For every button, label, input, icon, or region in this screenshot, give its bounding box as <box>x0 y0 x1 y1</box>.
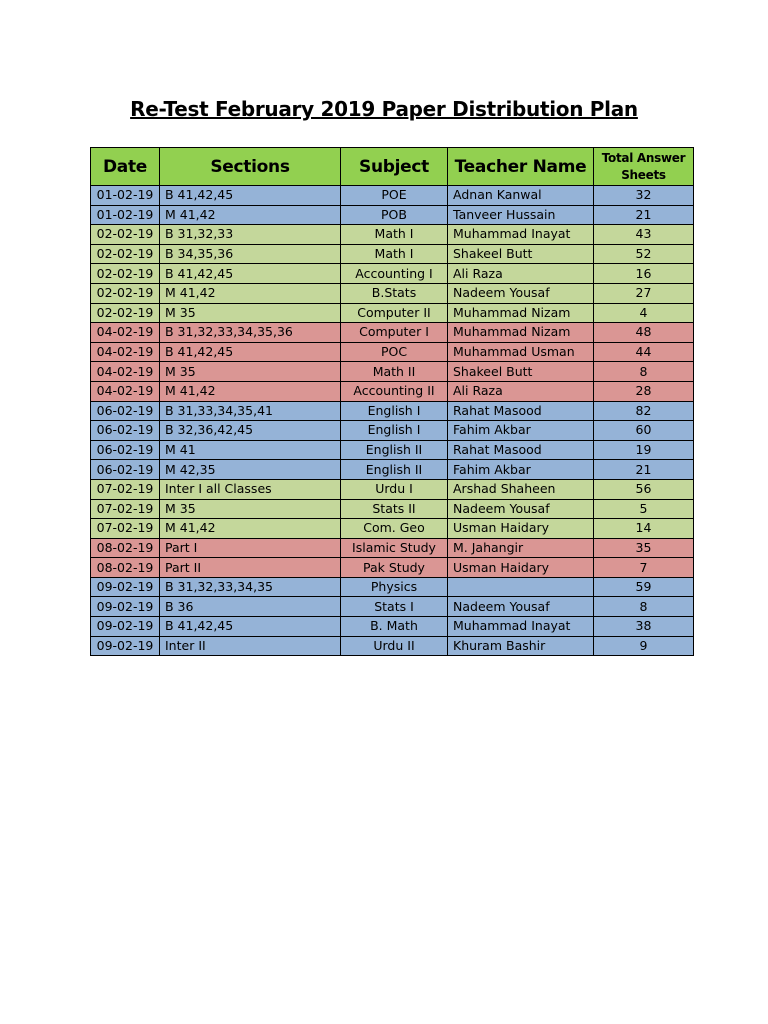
cell-teacher: Khuram Bashir <box>448 636 594 656</box>
cell-sheets: 5 <box>594 499 694 519</box>
cell-date: 06-02-19 <box>91 401 160 421</box>
cell-teacher: Fahim Akbar <box>448 460 594 480</box>
cell-teacher: Rahat Masood <box>448 401 594 421</box>
cell-sheets: 16 <box>594 264 694 284</box>
cell-subject: Accounting II <box>341 381 448 401</box>
cell-sections: Inter II <box>160 636 341 656</box>
cell-subject: English I <box>341 421 448 441</box>
cell-date: 04-02-19 <box>91 362 160 382</box>
table-row <box>91 264 694 284</box>
cell-teacher: Muhammad Nizam <box>448 323 594 343</box>
cell-sheets: 38 <box>594 617 694 637</box>
table-row <box>91 401 694 421</box>
cell-sheets: 27 <box>594 283 694 303</box>
cell-sections: M 35 <box>160 499 341 519</box>
table-row <box>91 205 694 225</box>
cell-teacher: Adnan Kanwal <box>448 186 594 206</box>
table-row <box>91 499 694 519</box>
table-row <box>91 636 694 656</box>
cell-subject: Islamic Study <box>341 538 448 558</box>
cell-subject: Math I <box>341 225 448 245</box>
cell-sheets: 35 <box>594 538 694 558</box>
cell-subject: English II <box>341 460 448 480</box>
cell-date: 06-02-19 <box>91 421 160 441</box>
table-body <box>91 186 694 656</box>
table-row <box>91 577 694 597</box>
cell-sections: Part I <box>160 538 341 558</box>
cell-teacher: Muhammad Usman <box>448 342 594 362</box>
cell-subject: Stats I <box>341 597 448 617</box>
cell-sections: B 41,42,45 <box>160 342 341 362</box>
cell-subject: B. Math <box>341 617 448 637</box>
cell-sheets: 8 <box>594 362 694 382</box>
cell-sections: B 31,32,33 <box>160 225 341 245</box>
header-subject: Subject <box>341 148 448 186</box>
cell-date: 08-02-19 <box>91 538 160 558</box>
cell-sections: B 36 <box>160 597 341 617</box>
cell-sheets: 82 <box>594 401 694 421</box>
cell-subject: Math II <box>341 362 448 382</box>
cell-sheets: 44 <box>594 342 694 362</box>
cell-date: 09-02-19 <box>91 577 160 597</box>
cell-teacher: Muhammad Nizam <box>448 303 594 323</box>
cell-subject: English II <box>341 440 448 460</box>
cell-teacher: Shakeel Butt <box>448 244 594 264</box>
cell-subject: Physics <box>341 577 448 597</box>
cell-date: 09-02-19 <box>91 617 160 637</box>
table-row <box>91 558 694 578</box>
cell-subject: Computer I <box>341 323 448 343</box>
cell-date: 09-02-19 <box>91 636 160 656</box>
cell-teacher: Ali Raza <box>448 381 594 401</box>
header-teacher-name: Teacher Name <box>448 148 594 186</box>
table-row <box>91 323 694 343</box>
cell-sheets: 21 <box>594 460 694 480</box>
cell-date: 02-02-19 <box>91 283 160 303</box>
table-row <box>91 186 694 206</box>
cell-subject: Pak Study <box>341 558 448 578</box>
table-row <box>91 597 694 617</box>
table-row <box>91 479 694 499</box>
cell-sections: M 41 <box>160 440 341 460</box>
table-row <box>91 342 694 362</box>
cell-sections: M 35 <box>160 362 341 382</box>
cell-date: 02-02-19 <box>91 303 160 323</box>
cell-sections: M 41,42 <box>160 381 341 401</box>
cell-sheets: 59 <box>594 577 694 597</box>
cell-date: 06-02-19 <box>91 460 160 480</box>
cell-sections: M 42,35 <box>160 460 341 480</box>
cell-sections: M 35 <box>160 303 341 323</box>
header-date: Date <box>91 148 160 186</box>
cell-teacher: Fahim Akbar <box>448 421 594 441</box>
table-header-row <box>91 148 694 186</box>
cell-sheets: 19 <box>594 440 694 460</box>
cell-teacher: Shakeel Butt <box>448 362 594 382</box>
cell-date: 07-02-19 <box>91 519 160 539</box>
cell-date: 07-02-19 <box>91 499 160 519</box>
cell-subject: Accounting I <box>341 264 448 284</box>
cell-teacher: Nadeem Yousaf <box>448 597 594 617</box>
header-total-answer-sheets: Total Answer Sheets <box>594 148 694 186</box>
cell-teacher: Usman Haidary <box>448 519 594 539</box>
cell-subject: English I <box>341 401 448 421</box>
table-row <box>91 381 694 401</box>
cell-subject: Math I <box>341 244 448 264</box>
cell-subject: Urdu I <box>341 479 448 499</box>
cell-subject: POE <box>341 186 448 206</box>
cell-teacher: Muhammad Inayat <box>448 225 594 245</box>
cell-date: 09-02-19 <box>91 597 160 617</box>
table-row <box>91 519 694 539</box>
cell-teacher: Nadeem Yousaf <box>448 283 594 303</box>
cell-date: 04-02-19 <box>91 381 160 401</box>
cell-date: 04-02-19 <box>91 342 160 362</box>
cell-sheets: 28 <box>594 381 694 401</box>
cell-sheets: 56 <box>594 479 694 499</box>
cell-subject: POC <box>341 342 448 362</box>
cell-teacher <box>448 577 594 597</box>
cell-sheets: 14 <box>594 519 694 539</box>
cell-sheets: 32 <box>594 186 694 206</box>
cell-subject: Computer II <box>341 303 448 323</box>
cell-date: 08-02-19 <box>91 558 160 578</box>
table-row <box>91 538 694 558</box>
table-row <box>91 283 694 303</box>
table-row <box>91 362 694 382</box>
cell-date: 01-02-19 <box>91 186 160 206</box>
cell-subject: Com. Geo <box>341 519 448 539</box>
cell-sections: B 32,36,42,45 <box>160 421 341 441</box>
cell-sheets: 52 <box>594 244 694 264</box>
cell-subject: B.Stats <box>341 283 448 303</box>
cell-sheets: 48 <box>594 323 694 343</box>
cell-sections: M 41,42 <box>160 283 341 303</box>
cell-sections: B 31,33,34,35,41 <box>160 401 341 421</box>
cell-sections: B 31,32,33,34,35 <box>160 577 341 597</box>
cell-subject: POB <box>341 205 448 225</box>
table-row <box>91 303 694 323</box>
cell-date: 01-02-19 <box>91 205 160 225</box>
cell-teacher: Tanveer Hussain <box>448 205 594 225</box>
cell-teacher: Usman Haidary <box>448 558 594 578</box>
cell-teacher: Ali Raza <box>448 264 594 284</box>
table-row <box>91 421 694 441</box>
cell-sheets: 43 <box>594 225 694 245</box>
cell-sections: M 41,42 <box>160 205 341 225</box>
table-row <box>91 244 694 264</box>
header-sections: Sections <box>160 148 341 186</box>
cell-date: 02-02-19 <box>91 244 160 264</box>
cell-date: 04-02-19 <box>91 323 160 343</box>
cell-sections: M 41,42 <box>160 519 341 539</box>
cell-sections: Inter I all Classes <box>160 479 341 499</box>
cell-teacher: Rahat Masood <box>448 440 594 460</box>
table-row <box>91 440 694 460</box>
cell-sections: B 41,42,45 <box>160 617 341 637</box>
cell-sections: B 41,42,45 <box>160 186 341 206</box>
cell-sheets: 21 <box>594 205 694 225</box>
cell-sections: Part II <box>160 558 341 578</box>
cell-sections: B 31,32,33,34,35,36 <box>160 323 341 343</box>
cell-date: 06-02-19 <box>91 440 160 460</box>
cell-teacher: Nadeem Yousaf <box>448 499 594 519</box>
cell-teacher: M. Jahangir <box>448 538 594 558</box>
table-row <box>91 225 694 245</box>
cell-sections: B 41,42,45 <box>160 264 341 284</box>
cell-date: 02-02-19 <box>91 225 160 245</box>
cell-sheets: 4 <box>594 303 694 323</box>
cell-subject: Urdu II <box>341 636 448 656</box>
cell-sheets: 60 <box>594 421 694 441</box>
table-row <box>91 460 694 480</box>
cell-date: 07-02-19 <box>91 479 160 499</box>
cell-subject: Stats II <box>341 499 448 519</box>
cell-teacher: Muhammad Inayat <box>448 617 594 637</box>
cell-sheets: 8 <box>594 597 694 617</box>
cell-sections: B 34,35,36 <box>160 244 341 264</box>
document-title: Re-Test February 2019 Paper Distribution Plan <box>130 97 638 121</box>
cell-date: 02-02-19 <box>91 264 160 284</box>
cell-sheets: 7 <box>594 558 694 578</box>
cell-sheets: 9 <box>594 636 694 656</box>
distribution-table <box>90 147 694 656</box>
cell-teacher: Arshad Shaheen <box>448 479 594 499</box>
table-row <box>91 617 694 637</box>
